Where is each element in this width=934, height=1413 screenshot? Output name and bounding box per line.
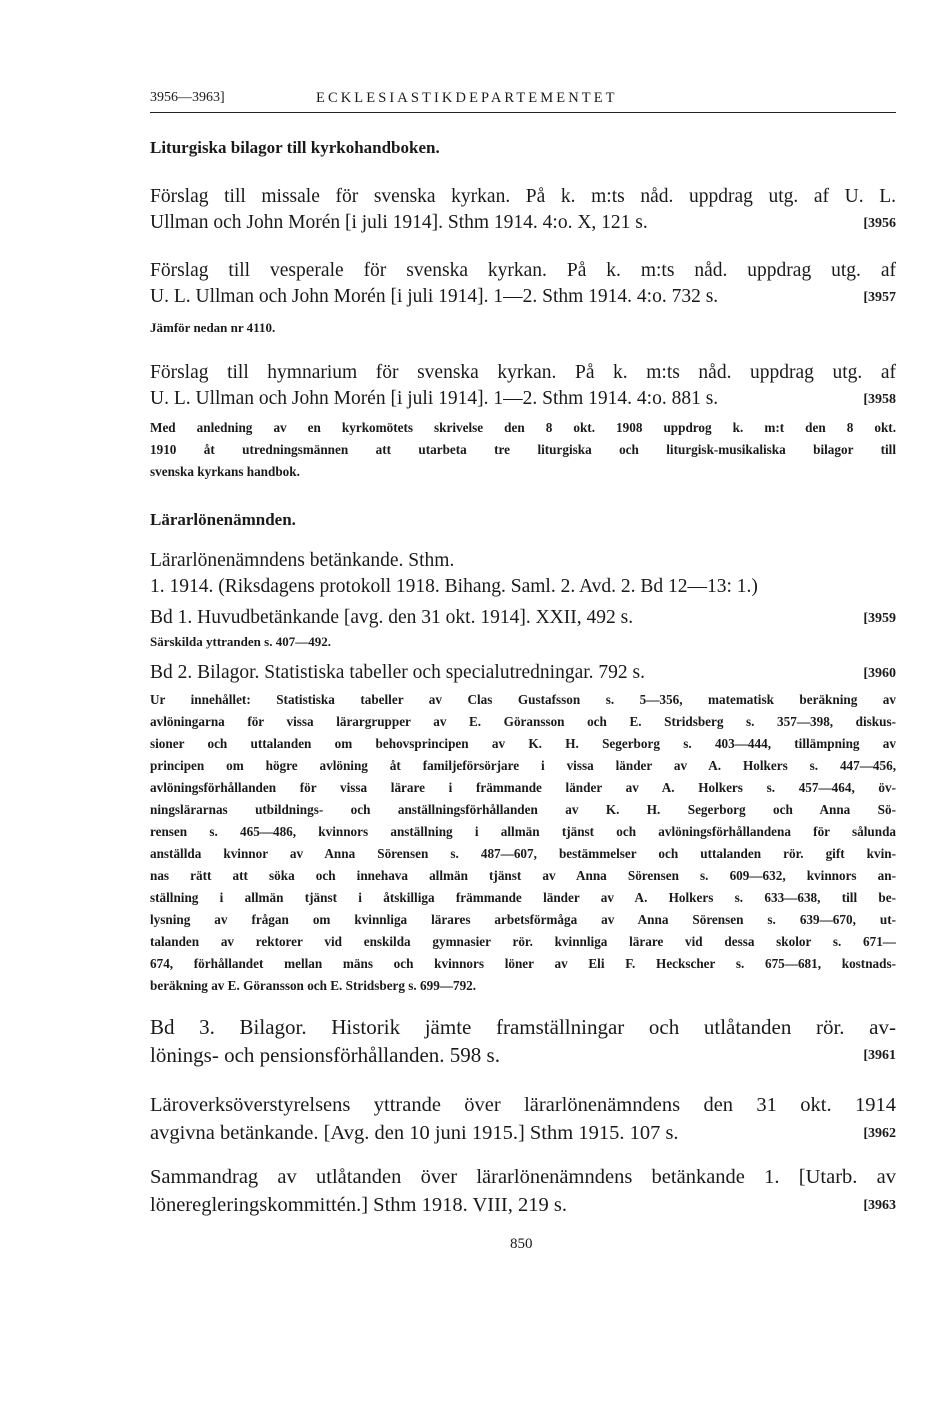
intro-line: Lärarlönenämndens betänkande. Sthm.: [150, 550, 455, 571]
entry-number: [3959: [863, 611, 896, 626]
note-line: rensen s. 465—486, kvinnors anställning i allmän tjänst och avlöningsförhållandena för sålunda: [150, 824, 896, 839]
entry-number: [3963: [863, 1198, 896, 1213]
department-title: ECKLESIASTIKDEPARTEMENTET: [316, 90, 618, 106]
note-line: beräkning av E. Göransson och E. Stridsberg s. 699—792.: [150, 978, 477, 993]
entry-3959: [150, 605, 896, 631]
entry-3961: [150, 1013, 896, 1069]
note-line: talanden av rektorer vid enskilda gymnasier rör. kvinnliga lärare vid dessa skolor s. 671—: [150, 934, 896, 949]
entry-line: Bd 3. Bilagor. Historik jämte framställningar och utlåtanden rör. av-: [150, 1015, 896, 1039]
running-head: [150, 88, 896, 113]
entry-line: Bd 1. Huvudbetänkande [avg. den 31 okt. 1914]. XXII, 492 s. [3959: [150, 605, 896, 631]
entry-line: Bd 2. Bilagor. Statistiska tabeller och specialutredningar. 792 s. [3960: [150, 660, 896, 686]
entry-note: Jämför nedan nr 4110.: [150, 320, 276, 335]
section-heading-liturgiska: Liturgiska bilagor till kyrkohandboken.: [150, 138, 440, 157]
entry-range: 3956—3963]: [150, 90, 225, 105]
section-heading-lararlonenamnden: Lärarlönenämnden.: [150, 510, 296, 529]
entry-3956: [150, 184, 896, 236]
entry-line: Förslag till missale för svenska kyrkan. På k. m:ts nåd. uppdrag utg. af U. L.: [150, 186, 896, 207]
entry-line: Läroverksöverstyrelsens yttrande över lärarlönenämndens den 31 okt. 1914: [150, 1094, 896, 1116]
note-line: Med anledning av en kyrkomötets skrivelse den 8 okt. 1908 uppdrog k. m:t den 8 okt.: [150, 420, 896, 435]
entry-3957: [150, 258, 896, 310]
note-line: Ur innehållet: Statistiska tabeller av Clas Gustafsson s. 5—356, matematisk beräkning av: [150, 692, 896, 707]
note-line: anställda kvinnor av Anna Sörensen s. 487—607, bestämmelser och uttalanden rör. gift kvin-: [150, 846, 896, 861]
entry-line: lönings- och pensionsförhållanden. 598 s. [3961: [150, 1041, 896, 1069]
note-line: ningslärarnas utbildnings- och anställningsförhållanden av K. H. Segerborg och Anna Sö-: [150, 802, 896, 817]
entry-note-block: [150, 417, 896, 483]
entry-3963: [150, 1163, 896, 1219]
note-line: 674, förhållandet mellan mäns och kvinnors löner av Eli F. Heckscher s. 675—681, kostnads-: [150, 956, 896, 971]
entry-number: [3957: [863, 290, 896, 305]
note-line: svenska kyrkans handbok.: [150, 464, 300, 479]
note-line: principen om högre avlöning åt familjeförsörjare i vissa länder av A. Holkers s. 447—456,: [150, 758, 896, 773]
entry-number: [3962: [863, 1126, 896, 1141]
entry-line: löneregleringskommittén.] Sthm 1918. VIII, 219 s. [3963: [150, 1191, 896, 1219]
entry-3958: [150, 360, 896, 412]
note-line: sioner och uttalanden om behovsprincipen av K. H. Segerborg s. 403—444, tillämpning av: [150, 736, 896, 751]
entry-3962: [150, 1091, 896, 1147]
entry-note: Särskilda yttranden s. 407—492.: [150, 634, 331, 649]
note-line: avlöningsförhållanden för vissa lärare i främmande länder av A. Holkers s. 457—464, öv-: [150, 780, 896, 795]
note-line: ställning i allmän tjänst i åtskilliga främmande länder av A. Holkers s. 633—638, till be-: [150, 890, 896, 905]
entry-line: Förslag till vesperale för svenska kyrkan. På k. m:ts nåd. uppdrag utg. af: [150, 260, 896, 281]
document-page: [150, 88, 896, 1252]
entry-line: avgivna betänkande. [Avg. den 10 juni 1915.] Sthm 1915. 107 s. [3962: [150, 1119, 896, 1147]
entry-number: [3956: [863, 216, 896, 231]
page-number: 850: [510, 1236, 533, 1252]
intro-line: 1. 1914. (Riksdagens protokoll 1918. Bihang. Saml. 2. Avd. 2. Bd 12—13: 1.): [150, 576, 758, 597]
entry-number: [3961: [863, 1048, 896, 1063]
entry-line: U. L. Ullman och John Morén [i juli 1914]. 1—2. Sthm 1914. 4:o. 732 s. [3957: [150, 284, 896, 310]
entry-line: Förslag till hymnarium för svenska kyrkan. På k. m:ts nåd. uppdrag utg. af: [150, 362, 896, 383]
note-line: 1910 åt utredningsmännen att utarbeta tre liturgiska och liturgisk-musikaliska bilagor till: [150, 442, 896, 457]
entry-number: [3960: [863, 666, 896, 681]
entry-number: [3958: [863, 392, 896, 407]
note-line: lysning av frågan om kvinnliga lärares arbetsförmåga av Anna Sörensen s. 639—670, ut-: [150, 912, 896, 927]
note-line: avlöningarna för vissa lärargrupper av E. Göransson och E. Stridsberg s. 357—398, diskus-: [150, 714, 896, 729]
intro-block: [150, 548, 896, 600]
entry-note-block: [150, 689, 896, 997]
entry-3960: [150, 660, 896, 686]
entry-line: Sammandrag av utlåtanden över lärarlönenämndens betänkande 1. [Utarb. av: [150, 1166, 896, 1188]
entry-line: U. L. Ullman och John Morén [i juli 1914]. 1—2. Sthm 1914. 4:o. 881 s. [3958: [150, 386, 896, 412]
entry-line: Ullman och John Morén [i juli 1914]. Sthm 1914. 4:o. X, 121 s. [3956: [150, 210, 896, 236]
note-line: nas rätt att söka och innehava allmän tjänst av Anna Sörensen s. 609—632, kvinnors an-: [150, 868, 896, 883]
